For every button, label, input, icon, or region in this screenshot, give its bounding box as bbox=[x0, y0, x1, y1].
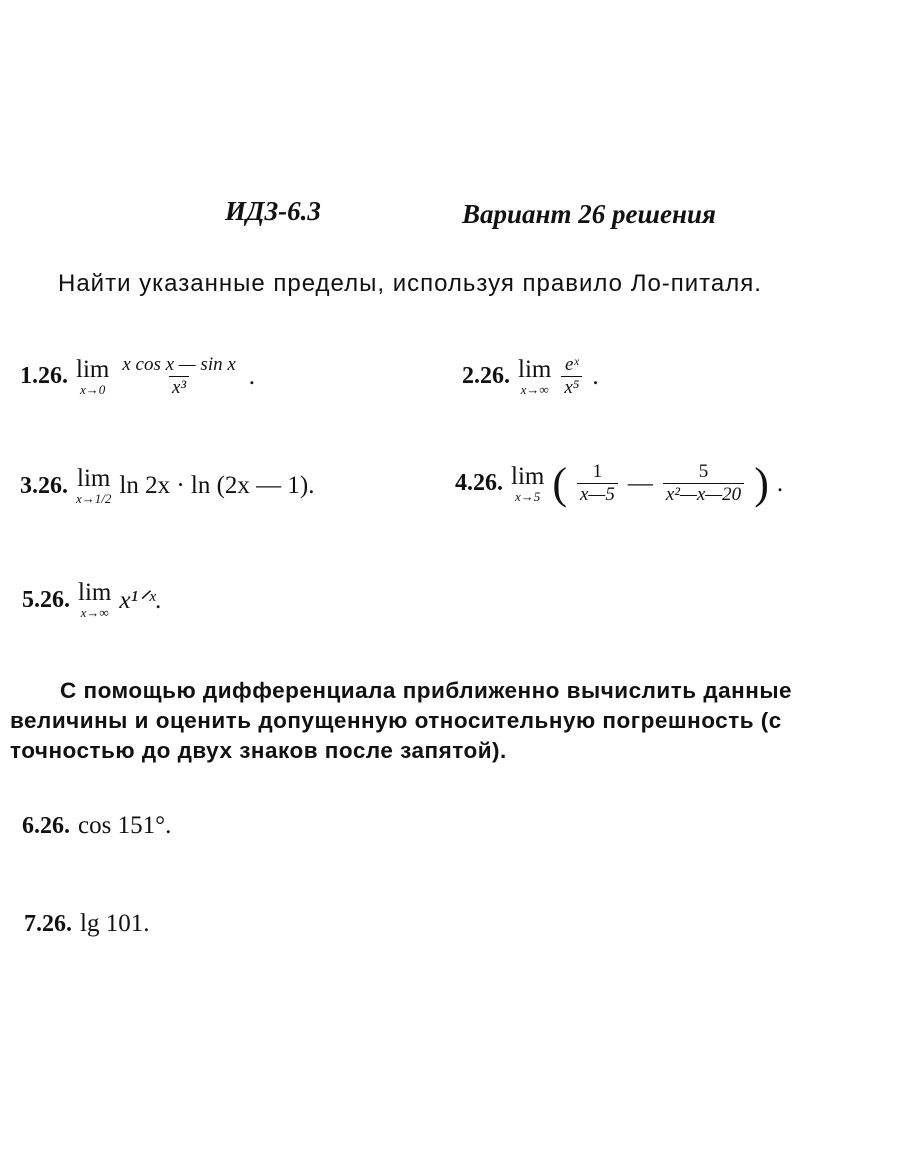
denominator: x²—x—20 bbox=[663, 483, 744, 506]
task-number: 6.26. bbox=[22, 812, 70, 839]
task-7 bbox=[24, 910, 149, 938]
lim-subscript: x→∞ bbox=[80, 605, 109, 620]
lim-word: lim bbox=[518, 355, 552, 383]
minus-sign: — bbox=[627, 469, 653, 497]
problem-number: 1.26. bbox=[20, 363, 68, 389]
expression: x¹ᐟˣ. bbox=[119, 587, 162, 614]
lim-word: lim bbox=[77, 465, 111, 492]
problem-1 bbox=[20, 354, 255, 399]
problem-number: 2.26. bbox=[462, 363, 510, 389]
header-variant: Вариант 26 решения bbox=[462, 199, 716, 229]
task-expression: cos 151°. bbox=[78, 812, 172, 839]
problem-3 bbox=[20, 466, 315, 506]
denominator: x—5 bbox=[577, 483, 618, 506]
lim-subscript: x→5 bbox=[515, 488, 541, 504]
fraction bbox=[119, 354, 238, 399]
intro-text: Найти указанные пределы, используя правило Ло-питаля. bbox=[58, 270, 762, 297]
lim-subscript: x→0 bbox=[80, 381, 106, 397]
task-6 bbox=[22, 812, 171, 840]
numerator: 1 bbox=[592, 461, 603, 482]
lim-subscript: x→1/2 bbox=[76, 491, 112, 506]
lim-word: lim bbox=[76, 355, 110, 383]
right-paren: ) bbox=[754, 459, 769, 508]
problem-5 bbox=[22, 580, 162, 620]
lim-subscript: x→∞ bbox=[520, 381, 549, 397]
numerator: 5 bbox=[698, 461, 709, 482]
problem-number: 5.26. bbox=[22, 586, 70, 613]
limit bbox=[518, 357, 551, 397]
expression: ln 2x · ln (2x — 1). bbox=[119, 472, 315, 499]
tail: . bbox=[776, 469, 784, 497]
differential-instructions: С помощью дифференциала приближенно вычислить данные величины и оценить допущенную относительную погрешность (с точностью до двух знаков после запятой). bbox=[10, 678, 793, 763]
fraction-1 bbox=[577, 461, 618, 506]
task-number: 7.26. bbox=[24, 910, 72, 937]
problem-number: 4.26. bbox=[455, 470, 503, 496]
tail: . bbox=[592, 362, 599, 390]
fraction bbox=[561, 354, 582, 399]
fraction-2 bbox=[663, 461, 744, 506]
limit bbox=[76, 357, 109, 397]
problem-2 bbox=[462, 354, 599, 399]
task-expression: lg 101. bbox=[80, 910, 150, 937]
denominator: x⁵ bbox=[561, 376, 582, 399]
left-paren: ( bbox=[552, 459, 567, 508]
header-title: ИДЗ-6.3 bbox=[225, 196, 321, 226]
denominator: x³ bbox=[169, 376, 189, 399]
tail: . bbox=[248, 362, 256, 390]
lim-word: lim bbox=[511, 462, 545, 490]
numerator: x cos x — sin x bbox=[122, 354, 236, 375]
lim-word: lim bbox=[78, 579, 112, 606]
limit bbox=[76, 466, 111, 506]
numerator: eˣ bbox=[564, 354, 579, 375]
problem-4 bbox=[455, 458, 783, 509]
limit bbox=[511, 464, 544, 504]
limit bbox=[78, 580, 111, 620]
problem-number: 3.26. bbox=[20, 472, 68, 499]
